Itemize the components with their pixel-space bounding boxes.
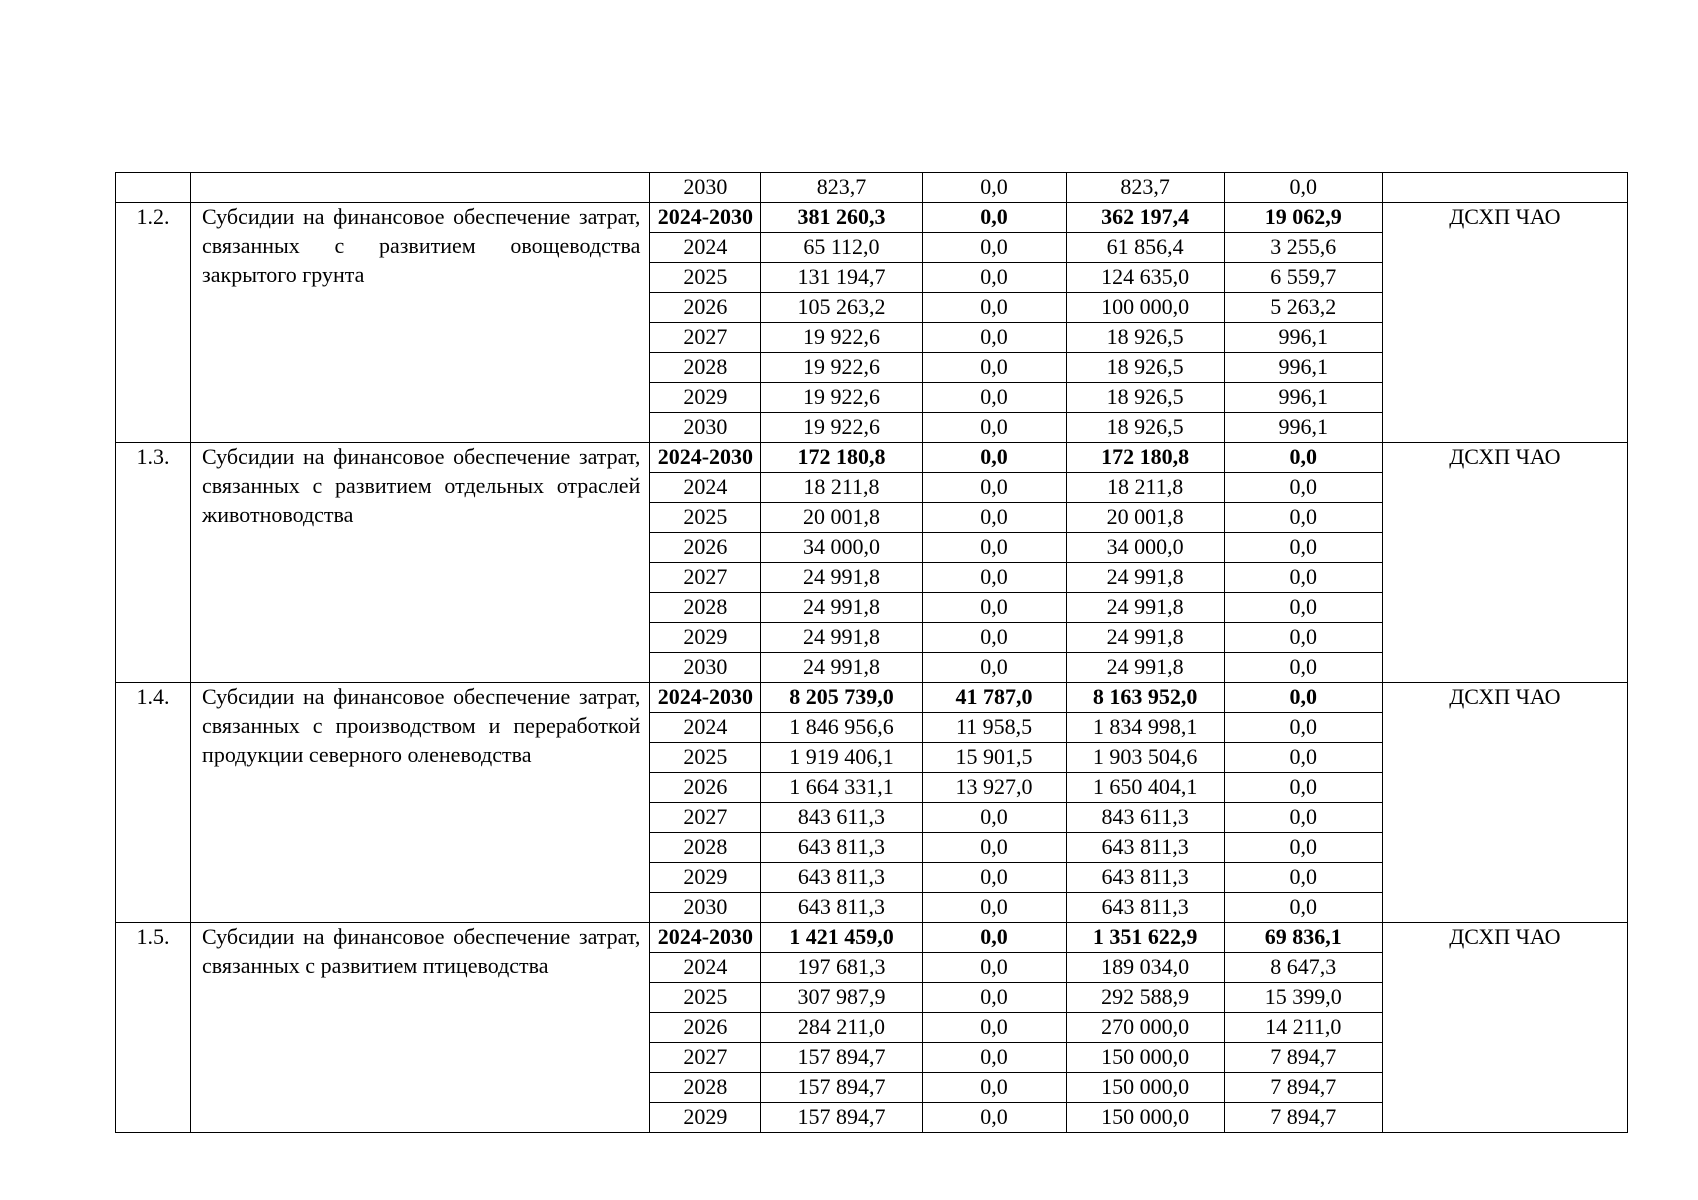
regional-cell: 150 000,0 <box>1066 1073 1224 1103</box>
other-cell: 8 647,3 <box>1224 953 1382 983</box>
total-cell: 197 681,3 <box>761 953 922 983</box>
other-cell: 996,1 <box>1224 353 1382 383</box>
other-cell: 0,0 <box>1224 713 1382 743</box>
total-cell: 105 263,2 <box>761 293 922 323</box>
executor-cell: ДСХП ЧАО <box>1382 443 1627 683</box>
federal-cell: 0,0 <box>922 1103 1066 1133</box>
other-cell: 0,0 <box>1224 653 1382 683</box>
regional-cell: 189 034,0 <box>1066 953 1224 983</box>
total-cell: 18 211,8 <box>761 473 922 503</box>
section-number: 1.2. <box>116 203 191 443</box>
other-cell: 7 894,7 <box>1224 1073 1382 1103</box>
regional-cell: 1 650 404,1 <box>1066 773 1224 803</box>
other-cell: 0,0 <box>1224 743 1382 773</box>
year-cell: 2024 <box>650 953 761 983</box>
year-cell: 2024 <box>650 473 761 503</box>
regional-cell: 270 000,0 <box>1066 1013 1224 1043</box>
total-cell: 643 811,3 <box>761 893 922 923</box>
regional-cell: 24 991,8 <box>1066 593 1224 623</box>
section-total-row <box>116 683 1628 713</box>
total-cell: 381 260,3 <box>761 203 922 233</box>
year-cell: 2025 <box>650 743 761 773</box>
total-cell: 20 001,8 <box>761 503 922 533</box>
section-total-row <box>116 443 1628 473</box>
regional-cell: 823,7 <box>1066 173 1224 203</box>
total-cell: 131 194,7 <box>761 263 922 293</box>
federal-cell: 0,0 <box>922 863 1066 893</box>
total-cell: 1 919 406,1 <box>761 743 922 773</box>
federal-cell: 0,0 <box>922 263 1066 293</box>
section-number: 1.4. <box>116 683 191 923</box>
total-cell: 307 987,9 <box>761 983 922 1013</box>
year-cell: 2029 <box>650 1103 761 1133</box>
federal-cell: 13 927,0 <box>922 773 1066 803</box>
federal-cell: 0,0 <box>922 473 1066 503</box>
year-cell: 2024-2030 <box>650 203 761 233</box>
regional-cell: 1 351 622,9 <box>1066 923 1224 953</box>
year-cell: 2030 <box>650 893 761 923</box>
year-cell: 2024-2030 <box>650 443 761 473</box>
regional-cell: 100 000,0 <box>1066 293 1224 323</box>
regional-cell: 124 635,0 <box>1066 263 1224 293</box>
regional-cell: 24 991,8 <box>1066 563 1224 593</box>
federal-cell: 0,0 <box>922 923 1066 953</box>
federal-cell: 0,0 <box>922 593 1066 623</box>
federal-cell: 0,0 <box>922 203 1066 233</box>
total-cell: 172 180,8 <box>761 443 922 473</box>
federal-cell: 0,0 <box>922 293 1066 323</box>
year-cell: 2024-2030 <box>650 683 761 713</box>
total-cell: 1 664 331,1 <box>761 773 922 803</box>
name-cell <box>191 173 650 203</box>
federal-cell: 15 901,5 <box>922 743 1066 773</box>
regional-cell: 150 000,0 <box>1066 1103 1224 1133</box>
regional-cell: 20 001,8 <box>1066 503 1224 533</box>
other-cell: 0,0 <box>1224 623 1382 653</box>
federal-cell: 0,0 <box>922 953 1066 983</box>
other-cell: 0,0 <box>1224 773 1382 803</box>
total-cell: 19 922,6 <box>761 323 922 353</box>
section-name: Субсидии на финансовое обеспечение затрат, связанных с развитием отдельных отраслей животноводства <box>191 443 650 683</box>
total-cell: 643 811,3 <box>761 863 922 893</box>
year-cell: 2024 <box>650 233 761 263</box>
other-cell: 0,0 <box>1224 533 1382 563</box>
other-cell: 0,0 <box>1224 683 1382 713</box>
total-cell: 843 611,3 <box>761 803 922 833</box>
other-cell: 0,0 <box>1224 173 1382 203</box>
total-cell: 8 205 739,0 <box>761 683 922 713</box>
other-cell: 7 894,7 <box>1224 1103 1382 1133</box>
other-cell: 19 062,9 <box>1224 203 1382 233</box>
year-cell: 2027 <box>650 563 761 593</box>
other-cell: 0,0 <box>1224 563 1382 593</box>
other-cell: 15 399,0 <box>1224 983 1382 1013</box>
year-cell: 2026 <box>650 533 761 563</box>
total-cell: 24 991,8 <box>761 623 922 653</box>
total-cell: 1 421 459,0 <box>761 923 922 953</box>
executor-cell <box>1382 173 1627 203</box>
federal-cell: 41 787,0 <box>922 683 1066 713</box>
total-cell: 157 894,7 <box>761 1073 922 1103</box>
year-cell: 2028 <box>650 833 761 863</box>
year-cell: 2026 <box>650 293 761 323</box>
executor-cell: ДСХП ЧАО <box>1382 923 1627 1133</box>
federal-cell: 0,0 <box>922 893 1066 923</box>
other-cell: 7 894,7 <box>1224 1043 1382 1073</box>
executor-cell: ДСХП ЧАО <box>1382 203 1627 443</box>
total-cell: 157 894,7 <box>761 1043 922 1073</box>
regional-cell: 8 163 952,0 <box>1066 683 1224 713</box>
year-cell: 2030 <box>650 173 761 203</box>
federal-cell: 0,0 <box>922 803 1066 833</box>
regional-cell: 643 811,3 <box>1066 863 1224 893</box>
regional-cell: 34 000,0 <box>1066 533 1224 563</box>
regional-cell: 150 000,0 <box>1066 1043 1224 1073</box>
year-cell: 2029 <box>650 623 761 653</box>
other-cell: 0,0 <box>1224 863 1382 893</box>
federal-cell: 0,0 <box>922 1013 1066 1043</box>
other-cell: 0,0 <box>1224 833 1382 863</box>
federal-cell: 0,0 <box>922 503 1066 533</box>
year-cell: 2024-2030 <box>650 923 761 953</box>
other-cell: 0,0 <box>1224 893 1382 923</box>
federal-cell: 11 958,5 <box>922 713 1066 743</box>
total-cell: 1 846 956,6 <box>761 713 922 743</box>
other-cell: 0,0 <box>1224 593 1382 623</box>
federal-cell: 0,0 <box>922 323 1066 353</box>
year-cell: 2030 <box>650 413 761 443</box>
federal-cell: 0,0 <box>922 413 1066 443</box>
regional-cell: 18 926,5 <box>1066 353 1224 383</box>
other-cell: 5 263,2 <box>1224 293 1382 323</box>
total-cell: 157 894,7 <box>761 1103 922 1133</box>
federal-cell: 0,0 <box>922 233 1066 263</box>
section-name: Субсидии на финансовое обеспечение затрат, связанных с развитием овощеводства закрытого грунта <box>191 203 650 443</box>
federal-cell: 0,0 <box>922 173 1066 203</box>
regional-cell: 292 588,9 <box>1066 983 1224 1013</box>
year-cell: 2025 <box>650 503 761 533</box>
total-cell: 19 922,6 <box>761 383 922 413</box>
federal-cell: 0,0 <box>922 353 1066 383</box>
total-cell: 19 922,6 <box>761 413 922 443</box>
other-cell: 14 211,0 <box>1224 1013 1382 1043</box>
year-cell: 2029 <box>650 383 761 413</box>
year-cell: 2030 <box>650 653 761 683</box>
total-cell: 284 211,0 <box>761 1013 922 1043</box>
regional-cell: 643 811,3 <box>1066 833 1224 863</box>
federal-cell: 0,0 <box>922 1043 1066 1073</box>
year-cell: 2028 <box>650 593 761 623</box>
federal-cell: 0,0 <box>922 563 1066 593</box>
other-cell: 996,1 <box>1224 383 1382 413</box>
section-total-row <box>116 923 1628 953</box>
other-cell: 996,1 <box>1224 413 1382 443</box>
number-cell <box>116 173 191 203</box>
year-cell: 2027 <box>650 803 761 833</box>
regional-cell: 18 926,5 <box>1066 383 1224 413</box>
other-cell: 0,0 <box>1224 443 1382 473</box>
other-cell: 69 836,1 <box>1224 923 1382 953</box>
total-cell: 24 991,8 <box>761 563 922 593</box>
regional-cell: 843 611,3 <box>1066 803 1224 833</box>
section-number: 1.5. <box>116 923 191 1133</box>
regional-cell: 61 856,4 <box>1066 233 1224 263</box>
regional-cell: 643 811,3 <box>1066 893 1224 923</box>
year-cell: 2026 <box>650 773 761 803</box>
regional-cell: 24 991,8 <box>1066 623 1224 653</box>
regional-cell: 172 180,8 <box>1066 443 1224 473</box>
year-cell: 2028 <box>650 353 761 383</box>
federal-cell: 0,0 <box>922 383 1066 413</box>
section-total-row <box>116 203 1628 233</box>
other-cell: 0,0 <box>1224 503 1382 533</box>
federal-cell: 0,0 <box>922 833 1066 863</box>
other-cell: 0,0 <box>1224 803 1382 833</box>
year-cell: 2027 <box>650 323 761 353</box>
executor-cell: ДСХП ЧАО <box>1382 683 1627 923</box>
federal-cell: 0,0 <box>922 623 1066 653</box>
section-name: Субсидии на финансовое обеспечение затрат, связанных с производством и переработкой продукции северного оленеводства <box>191 683 650 923</box>
federal-cell: 0,0 <box>922 533 1066 563</box>
total-cell: 34 000,0 <box>761 533 922 563</box>
regional-cell: 1 903 504,6 <box>1066 743 1224 773</box>
federal-cell: 0,0 <box>922 443 1066 473</box>
total-cell: 823,7 <box>761 173 922 203</box>
year-cell: 2025 <box>650 263 761 293</box>
total-cell: 643 811,3 <box>761 833 922 863</box>
year-cell: 2025 <box>650 983 761 1013</box>
total-cell: 65 112,0 <box>761 233 922 263</box>
federal-cell: 0,0 <box>922 653 1066 683</box>
year-cell: 2028 <box>650 1073 761 1103</box>
other-cell: 996,1 <box>1224 323 1382 353</box>
total-cell: 19 922,6 <box>761 353 922 383</box>
regional-cell: 18 926,5 <box>1066 413 1224 443</box>
year-cell: 2026 <box>650 1013 761 1043</box>
total-cell: 24 991,8 <box>761 593 922 623</box>
year-cell: 2024 <box>650 713 761 743</box>
section-number: 1.3. <box>116 443 191 683</box>
total-cell: 24 991,8 <box>761 653 922 683</box>
regional-cell: 18 211,8 <box>1066 473 1224 503</box>
other-cell: 6 559,7 <box>1224 263 1382 293</box>
regional-cell: 362 197,4 <box>1066 203 1224 233</box>
year-cell: 2029 <box>650 863 761 893</box>
regional-cell: 24 991,8 <box>1066 653 1224 683</box>
year-cell: 2027 <box>650 1043 761 1073</box>
other-cell: 3 255,6 <box>1224 233 1382 263</box>
table-row <box>116 173 1628 203</box>
other-cell: 0,0 <box>1224 473 1382 503</box>
table-body <box>116 173 1628 1133</box>
federal-cell: 0,0 <box>922 1073 1066 1103</box>
regional-cell: 18 926,5 <box>1066 323 1224 353</box>
funding-table <box>115 172 1628 1133</box>
section-name: Субсидии на финансовое обеспечение затрат, связанных с развитием птицеводства <box>191 923 650 1133</box>
regional-cell: 1 834 998,1 <box>1066 713 1224 743</box>
federal-cell: 0,0 <box>922 983 1066 1013</box>
